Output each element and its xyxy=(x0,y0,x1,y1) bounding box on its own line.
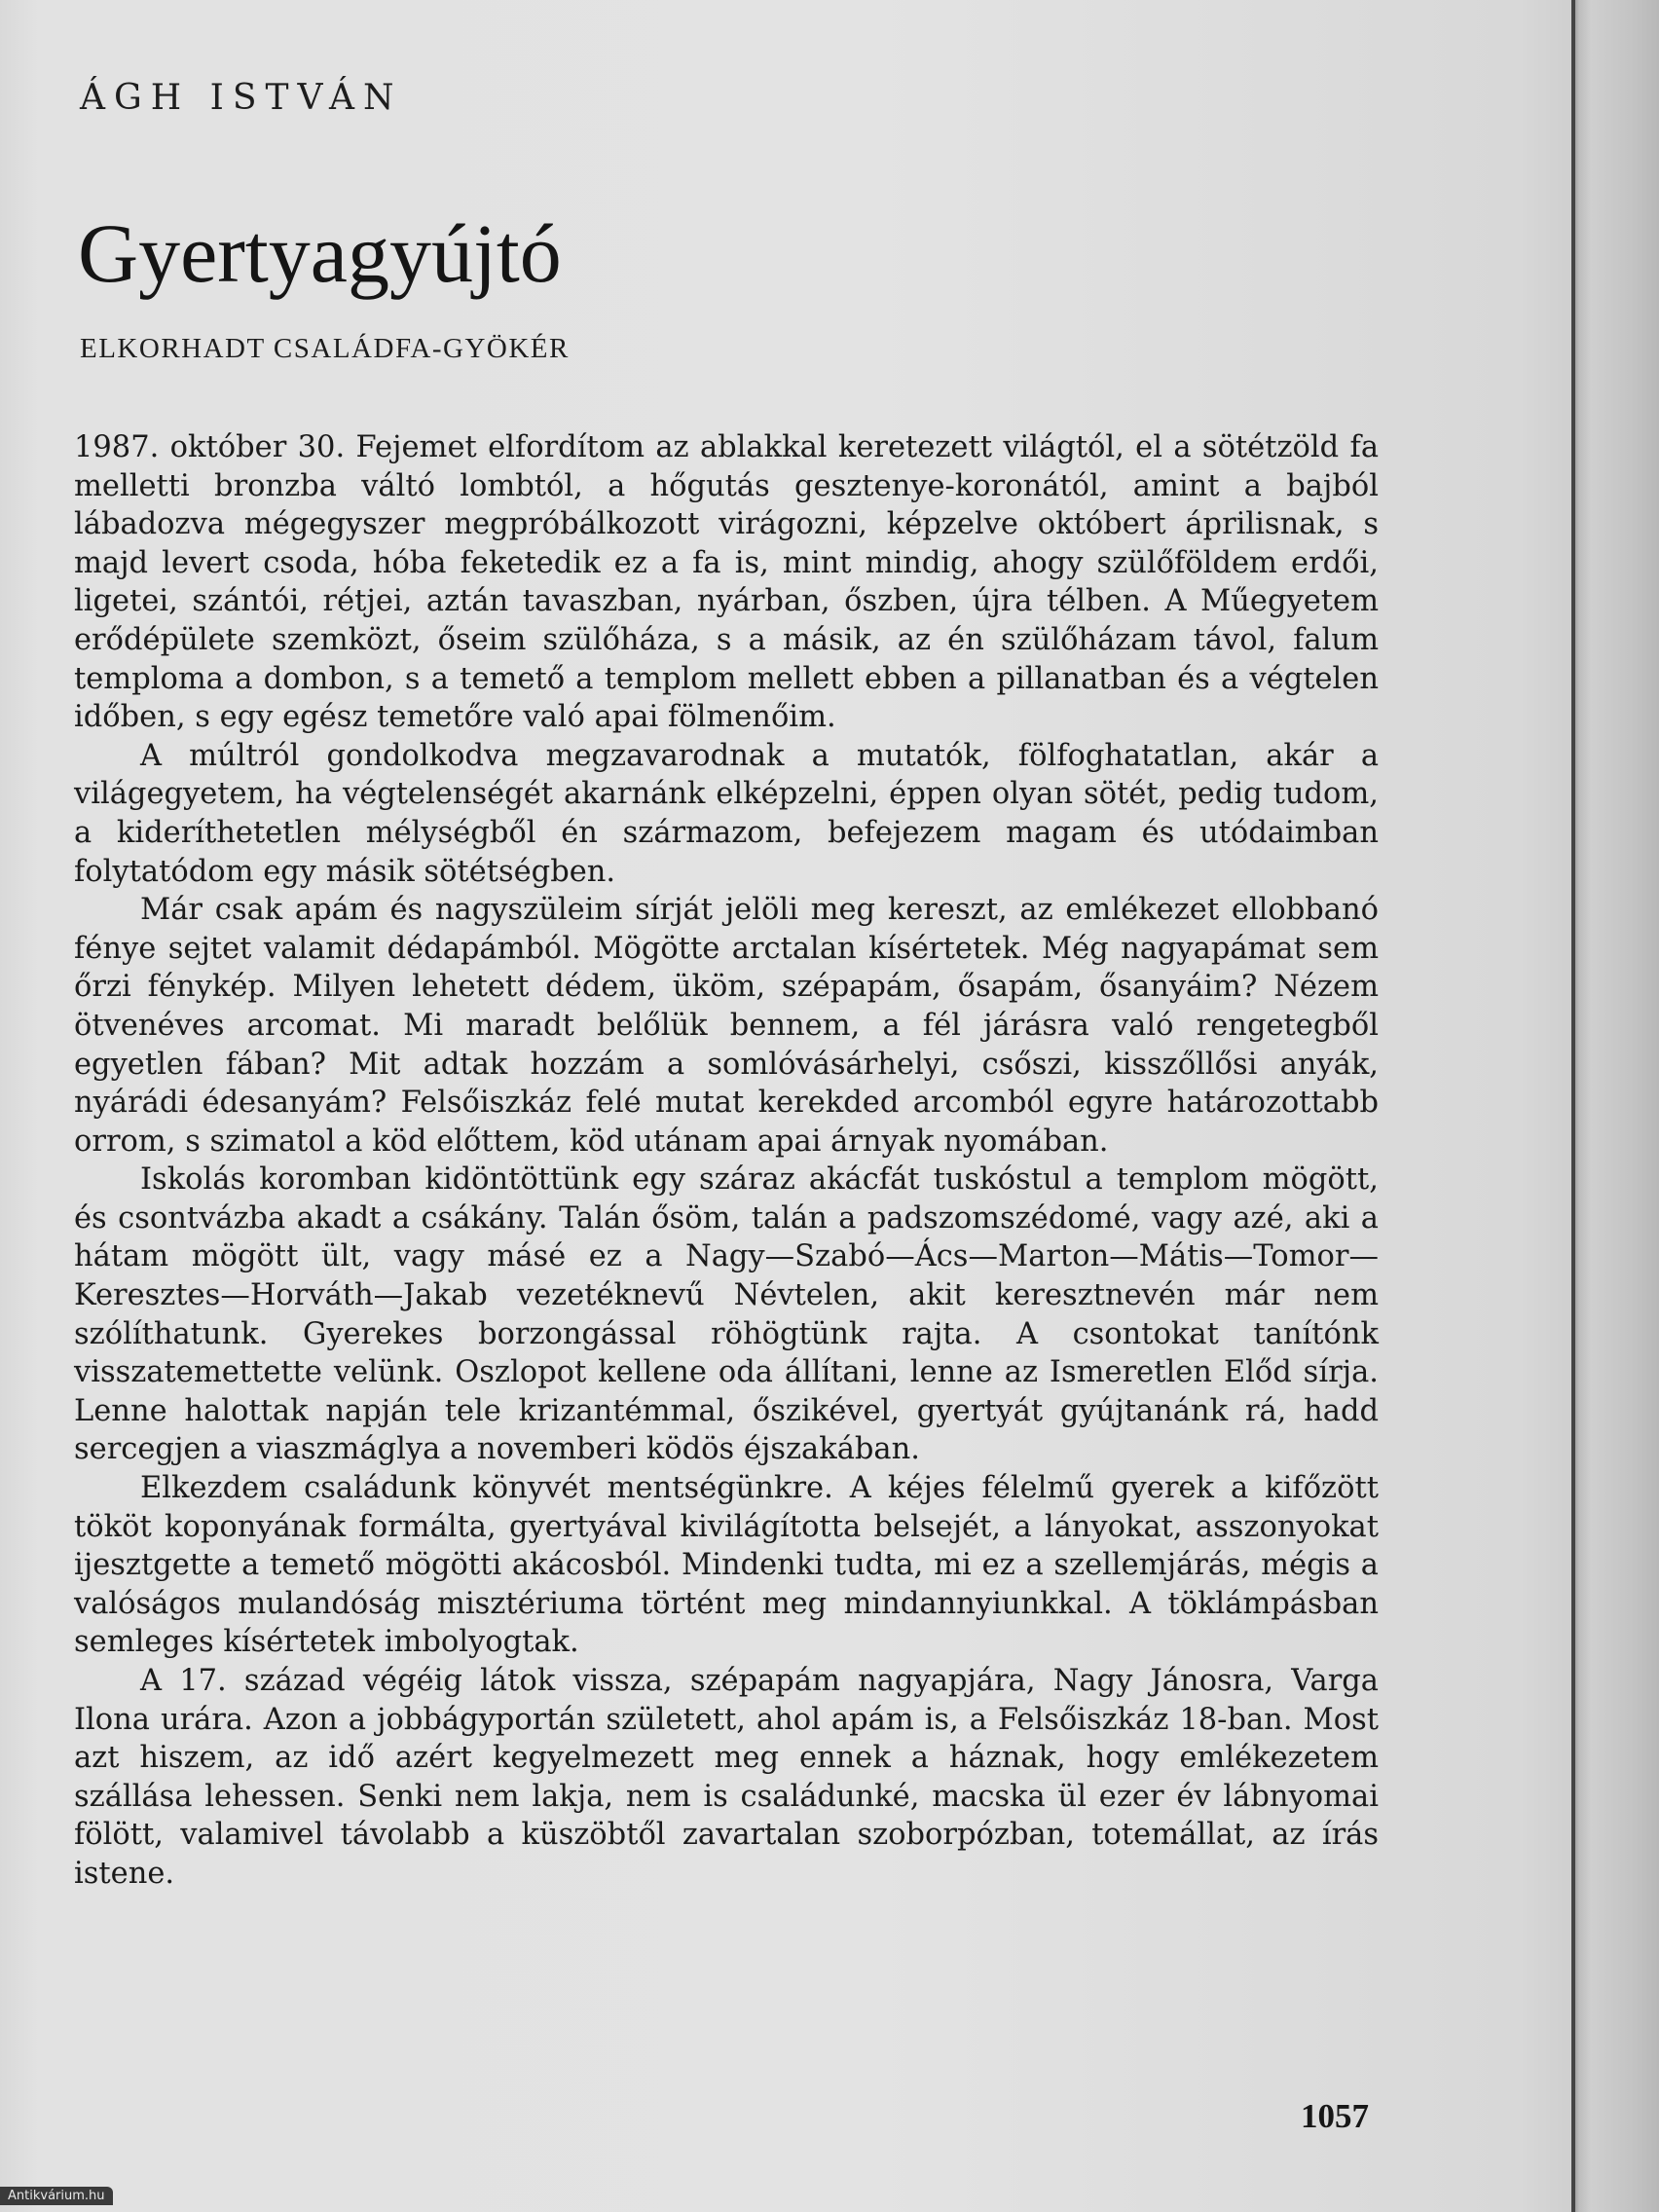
book-binding-edge xyxy=(1571,0,1659,2212)
paragraph: Már csak apám és nagyszüleim sírját jelöli meg kereszt, az emlékezet ellobbanó fénye sejtet valamit dédapámból. Mögötte arctalan kísértetek. Még nagyapámat sem őrzi fénykép. Milyen lehetett dédem, üköm, szépapám, ősapám, ősanyáim? Nézem ötvenéves arcomat. Mi maradt belőlük bennem, a fél járásra való rengetegből egyetlen fában? Mit adtak hozzám a somlóvásárhelyi, csőszi, kisszőllősi anyák, nyárádi édesanyám? Felsőiszkáz felé mutat kerekded arcomból egyre határozottabb orrom, s szimatol a köd előttem, köd utánam apai árnyak nyomában. xyxy=(74,893,1379,1159)
section-subtitle: ELKORHADT CSALÁDFA-GYÖKÉR xyxy=(80,333,570,364)
page-number: 1057 xyxy=(1301,2097,1369,2135)
article-title: Gyertyagyújtó xyxy=(78,206,562,300)
paragraph: Iskolás koromban kidöntöttünk egy száraz akácfát tuskóstul a templom mögött, és csontvázba akadt a csákány. Talán ősöm, talán a padszomszédomé, vagy azé, aki a hátam mögött ült, vagy másé ez a Nagy—Szabó—Ács—Marton—Mátis—Tomor—Keresztes—Horváth—Jakab vezetéknevű Névtelen, akit keresztnevén már nem szólíthatunk. Gyerekes borzongással röhögtünk rajta. A csontokat tanítónk visszatemettette velünk. Oszlopot kellene oda állítani, lenne az Ismeretlen Előd sírja. Lenne halottak napján tele krizantémmal, őszikével, gyertyát gyújtanánk rá, hadd sercegjen a viaszmáglya a novemberi ködös éjszakában. xyxy=(74,1162,1379,1467)
article-body xyxy=(74,428,1379,1894)
paragraph: A múltról gondolkodva megzavarodnak a mutatók, fölfoghatatlan, akár a világegyetem, ha végtelenségét akarnánk elképzelni, éppen olyan sötét, pedig tudom, a kideríthetetlen mélységből én származom, befejezem magam és utódaimban folytatódom egy másik sötétségben. xyxy=(74,738,1379,889)
paragraph: 1987. október 30. Fejemet elfordítom az ablakkal keretezett világtól, el a sötétzöld fa melletti bronzba váltó lombtól, a hőgutás gesztenye-koronától, amint a bajból lábadozva mégegyszer megpróbálkozott virágozni, képzelve októbert áprilisnak, s majd levert csoda, hóba feketedik ez a fa is, mint mindig, ahogy szülőföldem erdői, ligetei, szántói, rétjei, aztán tavaszban, nyárban, őszben, újra télben. A Műegyetem erődépülete szemközt, őseim szülőháza, s a másik, az én szülőházam távol, falum temploma a dombon, s a temető a templom mellett ebben a pillanatban és a végtelen időben, s egy egész temetőre való apai fölmenőim. xyxy=(74,430,1379,735)
paragraph: A 17. század végéig látok vissza, szépapám nagyapjára, Nagy Jánosra, Varga Ilona urára. Azon a jobbágyportán született, ahol apám is, a Felsőiszkáz 18-ban. Most azt hiszem, az idő azért kegyelmezett meg ennek a háznak, hogy emlékezetem szállása lehessen. Senki nem lakja, nem is családunké, macska ül ezer év lábnyomai fölött, valamivel távolabb a küszöbtől zavartalan szoborpózban, totemállat, az írás istene. xyxy=(74,1664,1379,1891)
paragraph: Elkezdem családunk könyvét mentségünkre. A kéjes félelmű gyerek a kifőzött tököt koponyának formálta, gyertyával kivilágította belsejét, a lányokat, asszonyokat ijesztgette a temető mögötti akácosból. Mindenki tudta, mi ez a szellemjárás, mégis a valóságos mulandóság misztériuma történt meg mindannyiunkkal. A töklámpásban semleges kísértetek imbolyogtak. xyxy=(74,1471,1379,1660)
site-watermark: Antikvárium.hu xyxy=(0,2187,113,2205)
author-name: ÁGH ISTVÁN xyxy=(80,78,403,118)
